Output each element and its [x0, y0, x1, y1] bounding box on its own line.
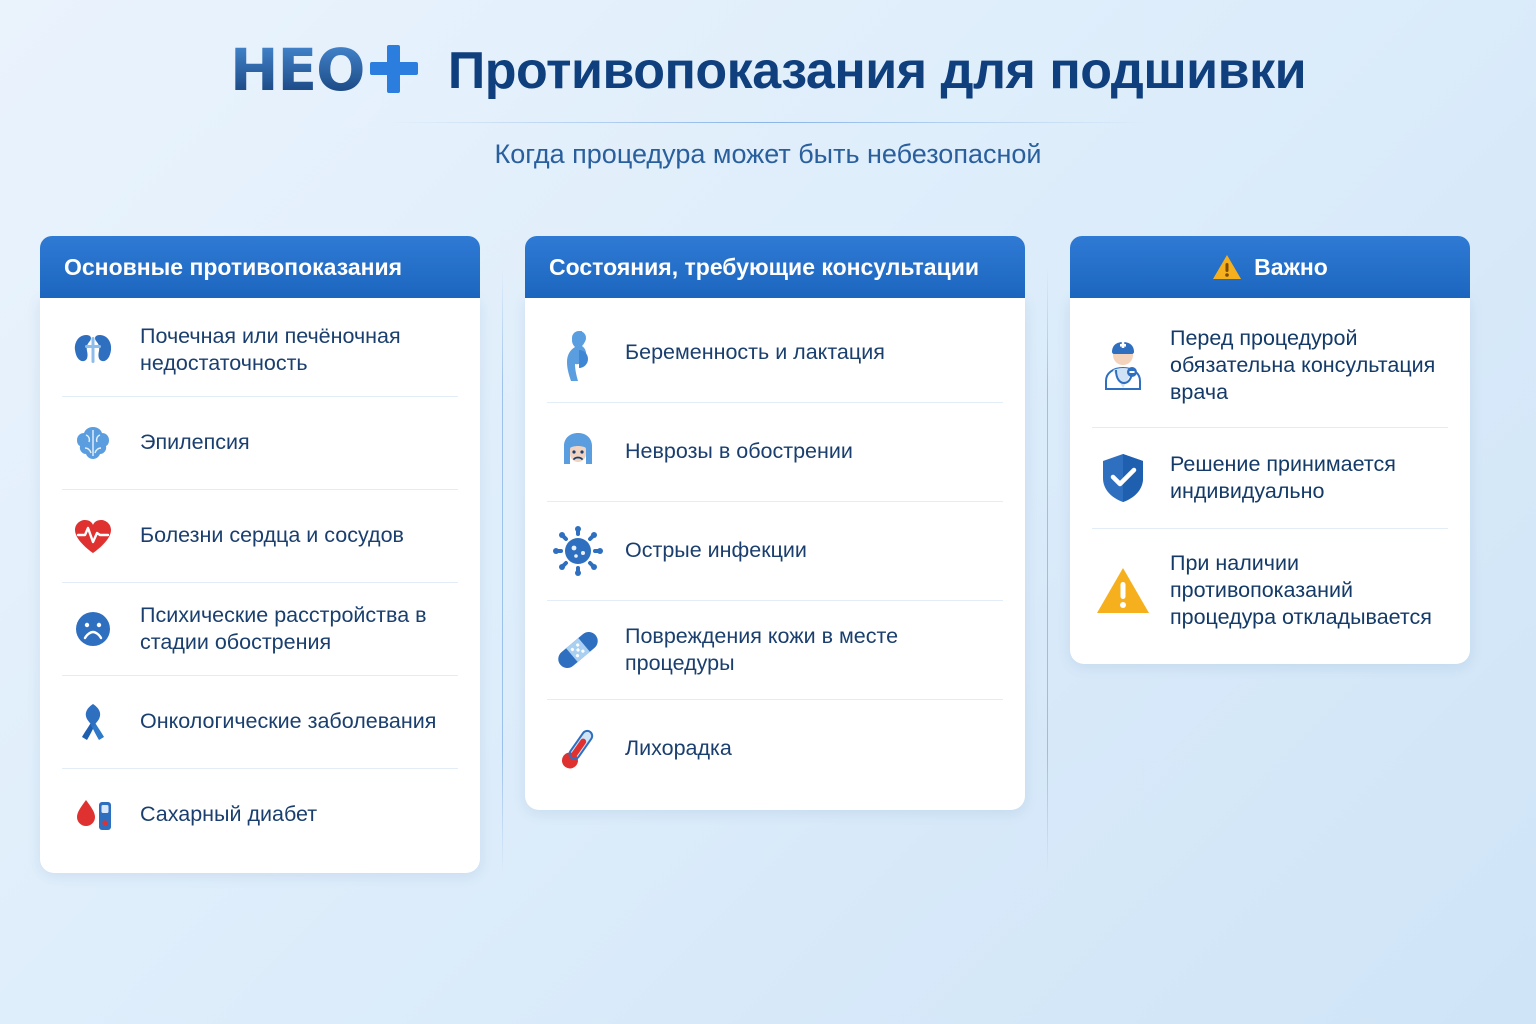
list-item: [62, 397, 458, 490]
list-item: [547, 403, 1003, 502]
list-item-label: Беременность и лактация: [625, 340, 885, 365]
list-item: [62, 676, 458, 769]
list-item: [1092, 304, 1448, 428]
columns-container: [40, 236, 1496, 873]
virus-icon: [549, 522, 607, 580]
page-header: [0, 36, 1536, 170]
list-item-label: Сахарный диабет: [140, 802, 318, 827]
card-body-main: [40, 298, 480, 873]
list-item: [62, 769, 458, 861]
bandage-icon: [549, 621, 607, 679]
brain-icon: [64, 414, 122, 472]
card-body-consultation: [525, 298, 1025, 810]
sad-face-icon: [64, 600, 122, 658]
list-item: [547, 304, 1003, 403]
list-item-label: Острые инфекции: [625, 538, 807, 563]
column-separator-2: [1047, 266, 1048, 873]
logo-icon: [230, 36, 430, 106]
blood-drop-glucometer-icon: [64, 786, 122, 844]
page-title: Противопоказания для подшивки: [447, 41, 1307, 100]
card-header-consultation: [525, 236, 1025, 298]
list-item: [1092, 428, 1448, 529]
list-item: [547, 700, 1003, 798]
card-title-important: Важно: [1254, 253, 1328, 280]
list-item-label: Онкологические заболевания: [140, 709, 437, 734]
list-item: [62, 304, 458, 397]
list-item-label: Лихорадка: [625, 736, 732, 761]
list-item-label: Решение принимается индивидуально: [1170, 452, 1396, 504]
list-item: [62, 583, 458, 676]
list-item: [547, 502, 1003, 601]
thermometer-icon: [549, 720, 607, 778]
card-important: [1070, 236, 1470, 664]
list-item-label: Психические расстройства в стадии обострения: [140, 602, 427, 654]
sad-woman-icon: [549, 423, 607, 481]
shield-check-icon: [1094, 449, 1152, 507]
card-title-consultation: Состояния, требующие консультации: [549, 253, 980, 280]
list-item-label: При наличии противопоказаний процедура откладывается: [1170, 551, 1432, 630]
list-item-label: Почечная или печёночная недостаточность: [140, 323, 401, 375]
list-item-label: Эпилепсия: [140, 430, 250, 455]
pregnant-woman-icon: [549, 324, 607, 382]
brand-logo: [230, 36, 430, 106]
heart-pulse-icon: [64, 507, 122, 565]
card-main-contraindications: [40, 236, 480, 873]
card-header-important: [1070, 236, 1470, 298]
kidneys-icon: [64, 321, 122, 379]
awareness-ribbon-icon: [64, 693, 122, 751]
list-item: [1092, 529, 1448, 652]
list-item: [547, 601, 1003, 700]
warning-triangle-icon: [1094, 562, 1152, 620]
list-item-label: Болезни сердца и сосудов: [140, 523, 404, 548]
card-consultation-required: [525, 236, 1025, 810]
card-title-main: Основные противопоказания: [64, 253, 403, 280]
list-item-label: Перед процедурой обязательна консультация врача: [1170, 326, 1436, 405]
title-row: [0, 36, 1536, 106]
list-item-label: Неврозы в обострении: [625, 439, 853, 464]
column-separator-1: [502, 266, 503, 873]
svg-text:HEO: HEO: [229, 36, 365, 104]
card-header-main: [40, 236, 480, 298]
card-body-important: [1070, 298, 1470, 664]
page-subtitle: Когда процедура может быть небезопасной: [494, 139, 1042, 169]
doctor-icon: [1094, 337, 1152, 395]
warning-triangle-icon: [1212, 253, 1242, 281]
header-divider: [388, 122, 1148, 123]
list-item: [62, 490, 458, 583]
list-item-label: Повреждения кожи в месте процедуры: [625, 623, 899, 675]
